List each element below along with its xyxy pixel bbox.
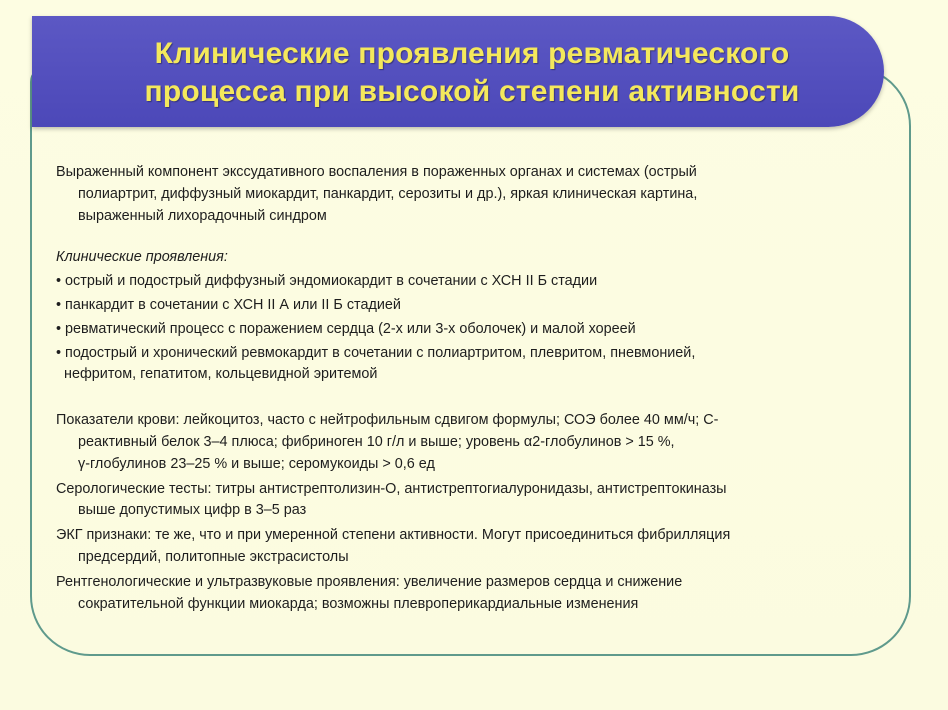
slide-title: [72, 35, 872, 111]
bullet-item-4-continued: нефритом, гепатитом, кольцевидной эритемой: [64, 366, 378, 383]
blood-line-2: реактивный белок 3–4 плюса; фибриноген 10 г/л и выше; уровень α2-глобулинов > 15 %,: [78, 433, 675, 450]
bullet-item-3: • ревматический процесс с поражением сердца (2-х или 3-х оболочек) и малой хореей: [56, 320, 636, 337]
title-banner: [32, 16, 884, 127]
xray-ultrasound: [56, 572, 846, 616]
bullet-item-1: • острый и подострый диффузный эндомиокардит в сочетании с ХСН II Б стадии: [56, 273, 598, 290]
intro-line-1: Выраженный компонент экссудативного воспаления в пораженных органах и системах (острый: [56, 164, 697, 180]
blood-line-3: γ-глобулинов 23–25 % и выше; серомукоиды > 0,6 ед: [78, 455, 435, 472]
xray-line-1: Рентгенологические и ультразвуковые проявления: увеличение размеров сердца и снижение: [56, 573, 683, 590]
bullet-item-2: • панкардит в сочетании с ХСН II А или II Б стадией: [56, 296, 401, 313]
serology-tests: [56, 479, 846, 523]
sero-line-1: Серологические тесты: титры антистрептолизин-О, антистрептогиалуронидазы, антистрептокиназы: [56, 480, 727, 497]
xray-line-2: сократительной функции миокарда; возможны плевроперикардиальные изменения: [78, 595, 639, 612]
ecg-line-1: ЭКГ признаки: те же, что и при умеренной степени активности. Могут присоединиться фибрилляция: [56, 527, 731, 544]
intro-line-2: полиартрит, диффузный миокардит, панкардит, серозиты и др.), яркая клиническая картина,: [78, 185, 698, 202]
title-line-2: процесса при высокой степени активности: [144, 75, 800, 108]
intro-line-3: выраженный лихорадочный синдром: [78, 207, 327, 224]
sero-line-2: выше допустимых цифр в 3–5 раз: [78, 502, 307, 519]
blood-line-1: Показатели крови: лейкоцитоз, часто с нейтрофильным сдвигом формулы; СОЭ более 40 мм/ч; С-: [56, 412, 719, 429]
blood-indicators: [56, 410, 846, 475]
slide-body: [56, 162, 846, 615]
title-line-1: Клинические проявления ревматического: [154, 37, 790, 70]
intro-paragraph: [56, 162, 846, 227]
clinical-heading: Клинические проявления:: [56, 249, 228, 266]
bullet-item-4: • подострый и хронический ревмокардит в сочетании с полиартритом, плевритом, пневмонией,: [56, 344, 696, 361]
ecg-signs: [56, 525, 846, 569]
ecg-line-2: предсердий, политопные экстрасистолы: [78, 548, 349, 565]
